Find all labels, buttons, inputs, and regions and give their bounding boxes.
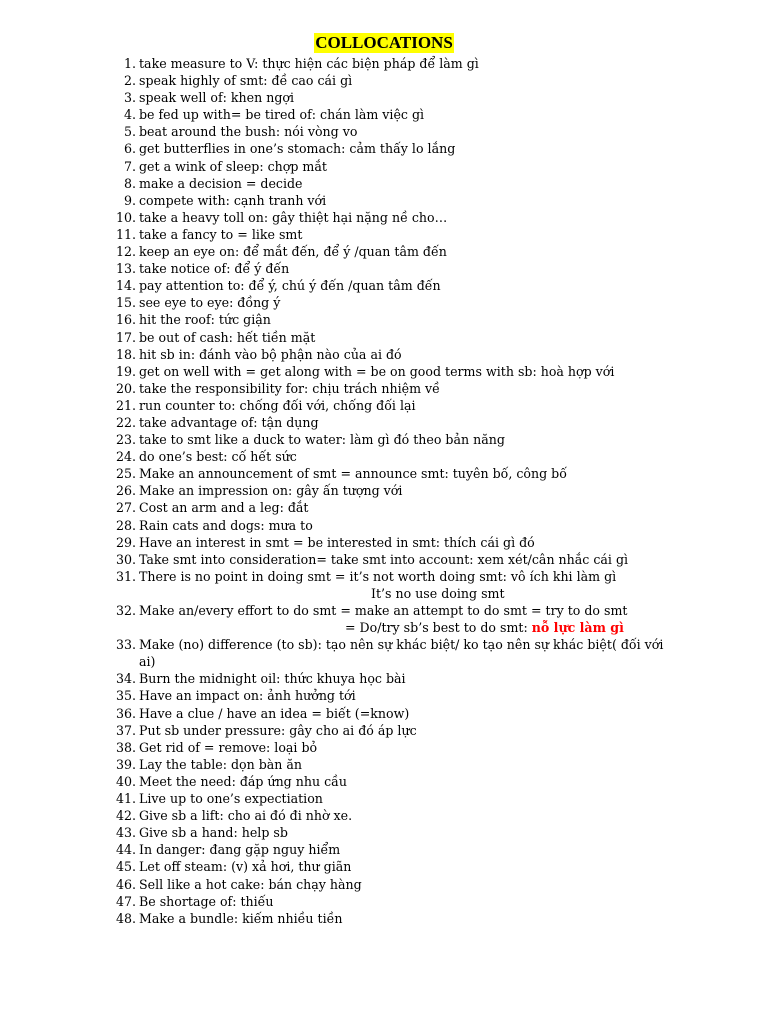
list-item-text: Let off steam: (v) xả hơi, thư giãn [139,859,352,875]
list-item-text: speak well of: khen ngợi [139,90,294,106]
list-item [110,175,680,192]
list-item [110,807,680,824]
list-item-number: 9. [123,192,136,208]
list-item [110,260,680,277]
list-item-text: beat around the bush: nói vòng vo [139,124,358,140]
list-item [110,687,680,704]
list-item-text: Make (no) difference (to sb): tạo nên sự khác biệt/ ko tạo nên sự khác biệt( đối với ai) [139,637,664,670]
list-item-number: 33. [115,637,136,653]
list-item [110,226,680,243]
list-item-number: 4. [123,107,136,123]
list-item-number: 44. [115,842,136,858]
list-item-text: do one’s best: cố hết sức [139,449,297,465]
list-item-number: 29. [115,534,136,550]
list-item-text: Rain cats and dogs: mưa to [139,517,313,533]
list-item [110,773,680,790]
page-title: COLLOCATIONS [315,33,453,52]
list-item-text: Sell like a hot cake: bán chạy hàng [139,876,362,892]
highlighted-meaning: nỗ lực làm gì [531,620,624,636]
list-item-text: Meet the need: đáp ứng nhu cầu [139,773,347,789]
list-item [110,517,680,534]
list-item [110,243,680,260]
list-item-text: speak highly of smt: đề cao cái gì [139,73,353,89]
list-item-number: 37. [115,722,136,738]
list-item-number: 40. [115,773,136,789]
list-item [110,55,680,72]
list-item [110,414,680,431]
list-item-number: 21. [115,397,136,413]
list-item-number: 30. [115,551,136,567]
list-item [110,294,680,311]
list-item-text: keep an eye on: để mắt đến, để ý /quan tâm đến [139,244,447,260]
list-item-number: 24. [115,449,136,465]
list-item-text: Give sb a lift: cho ai đó đi nhờ xe. [139,808,353,824]
list-item-number: 1. [123,56,136,71]
list-item-number: 8. [123,175,136,191]
list-item-text: be out of cash: hết tiền mặt [139,329,316,345]
list-item-number: 26. [115,483,136,499]
list-item-number: 43. [115,825,136,841]
list-item-continuation-text: = Do/try sb’s best to do smt: [345,620,532,636]
list-item-text: take measure to V: thực hiện các biện pháp để làm gì [139,56,479,71]
list-item-number: 27. [115,500,136,516]
list-item-text: compete with: cạnh tranh với [139,192,327,208]
list-item-text: Make an/every effort to do smt = make an attempt to do smt = try to do smt [139,603,628,618]
list-item [110,551,680,568]
list-item-text: take a heavy toll on: gây thiệt hại nặng nề cho… [139,209,448,225]
list-item [110,277,680,294]
list-item-text: Put sb under pressure: gây cho ai đó áp lực [139,722,417,738]
list-item-text: In danger: đang gặp nguy hiểm [139,842,341,858]
list-item-text: take a fancy to = like smt [139,226,303,242]
list-item-text: Have a clue / have an idea = biết (=know) [139,705,410,721]
list-item [110,602,680,636]
list-item-number: 3. [123,90,136,106]
list-item [110,192,680,209]
list-item-number: 48. [115,910,136,926]
title-container [0,33,768,53]
list-item-text: see eye to eye: đồng ý [139,295,281,311]
list-item-number: 34. [115,671,136,687]
list-item [110,311,680,328]
list-item-number: 7. [123,158,136,174]
list-item-continuation [139,585,680,602]
list-item [110,705,680,722]
list-item [110,499,680,516]
list-item-number: 14. [115,278,136,294]
list-item [110,910,680,927]
list-item [110,876,680,893]
list-item [110,482,680,499]
list-item-number: 46. [115,876,136,892]
list-item-text: get a wink of sleep: chợp mắt [139,158,327,174]
list-item-text: Be shortage of: thiếu [139,893,274,909]
list-item [110,106,680,123]
list-item [110,363,680,380]
list-item-text: hit the roof: tức giận [139,312,271,328]
list-item-number: 39. [115,756,136,772]
list-item-text: get on well with = get along with = be on good terms with sb: hoà hợp với [139,363,615,379]
list-item [110,858,680,875]
list-item-number: 25. [115,466,136,482]
list-item-text: make a decision = decide [139,175,303,191]
list-item [110,397,680,414]
list-item-number: 2. [123,73,136,89]
list-item-number: 31. [115,568,136,584]
list-item [110,756,680,773]
list-item-text: take to smt like a duck to water: làm gì đó theo bản năng [139,432,505,448]
list-item-text: Make an impression on: gây ấn tượng với [139,483,403,499]
list-item [110,790,680,807]
list-item-number: 41. [115,791,136,807]
list-item-number: 47. [115,893,136,909]
list-item-number: 13. [115,261,136,277]
list-item-text: take the responsibility for: chịu trách nhiệm về [139,380,440,396]
list-item-number: 6. [123,141,136,157]
list-item [110,431,680,448]
list-item [110,329,680,346]
list-item-text: run counter to: chống đối với, chống đối lại [139,397,416,413]
list-item-text: hit sb in: đánh vào bộ phận nào của ai đó [139,346,402,362]
list-item-continuation-text: It’s no use doing smt [371,585,505,601]
list-item [110,465,680,482]
list-item-number: 16. [115,312,136,328]
list-item-text: Cost an arm and a leg: đắt [139,500,309,516]
list-item [110,72,680,89]
list-item [110,448,680,465]
collocation-list [110,55,680,927]
list-item [110,209,680,226]
list-item-text: pay attention to: để ý, chú ý đến /quan tâm đến [139,278,441,294]
list-item-continuation [139,619,680,636]
list-item-text: take advantage of: tận dụng [139,414,319,430]
list-item [110,636,680,670]
list-item [110,568,680,602]
list-item-number: 38. [115,739,136,755]
list-item-text: Have an interest in smt = be interested in smt: thích cái gì đó [139,534,535,550]
list-item-text: Live up to one’s expectiation [139,791,323,807]
list-item [110,739,680,756]
list-item-number: 23. [115,432,136,448]
list-item-number: 36. [115,705,136,721]
list-item [110,89,680,106]
list-item [110,534,680,551]
list-item-number: 12. [115,244,136,260]
list-item [110,841,680,858]
list-item-number: 28. [115,517,136,533]
list-item-text: Make an announcement of smt = announce smt: tuyên bố, công bố [139,466,567,482]
list-item-number: 15. [115,295,136,311]
list-item-text: take notice of: để ý đến [139,261,290,277]
list-item-text: Take smt into consideration= take smt into account: xem xét/cân nhắc cái gì [139,551,629,567]
list-item [110,158,680,175]
list-item [110,380,680,397]
list-item-text: Have an impact on: ảnh hưởng tới [139,688,356,704]
list-item-text: Get rid of = remove: loại bỏ [139,739,318,755]
list-item-number: 18. [115,346,136,362]
list-item [110,140,680,157]
list-item [110,893,680,910]
list-item-text: Burn the midnight oil: thức khuya học bài [139,671,406,687]
list-item-number: 45. [115,859,136,875]
list-item [110,123,680,140]
list-item-number: 10. [115,209,136,225]
list-item-text: Make a bundle: kiếm nhiều tiền [139,910,343,926]
list-item-number: 22. [115,414,136,430]
list-item-number: 5. [123,124,136,140]
list-item [110,670,680,687]
list-item-number: 42. [115,808,136,824]
list-item-number: 17. [115,329,136,345]
list-item-number: 35. [115,688,136,704]
list-item [110,722,680,739]
list-item-number: 11. [115,226,136,242]
list-item-number: 19. [115,363,136,379]
list-item-text: There is no point in doing smt = it’s not worth doing smt: vô ích khi làm gì [139,568,617,584]
list-item-number: 32. [115,603,136,618]
list-item [110,824,680,841]
list-item-number: 20. [115,380,136,396]
list-item-text: get butterflies in one’s stomach: cảm thấy lo lắng [139,141,456,157]
list-item-text: Give sb a hand: help sb [139,825,288,841]
list-item-text: be fed up with= be tired of: chán làm việc gì [139,107,425,123]
list-item [110,346,680,363]
list-item-text: Lay the table: dọn bàn ăn [139,756,303,772]
